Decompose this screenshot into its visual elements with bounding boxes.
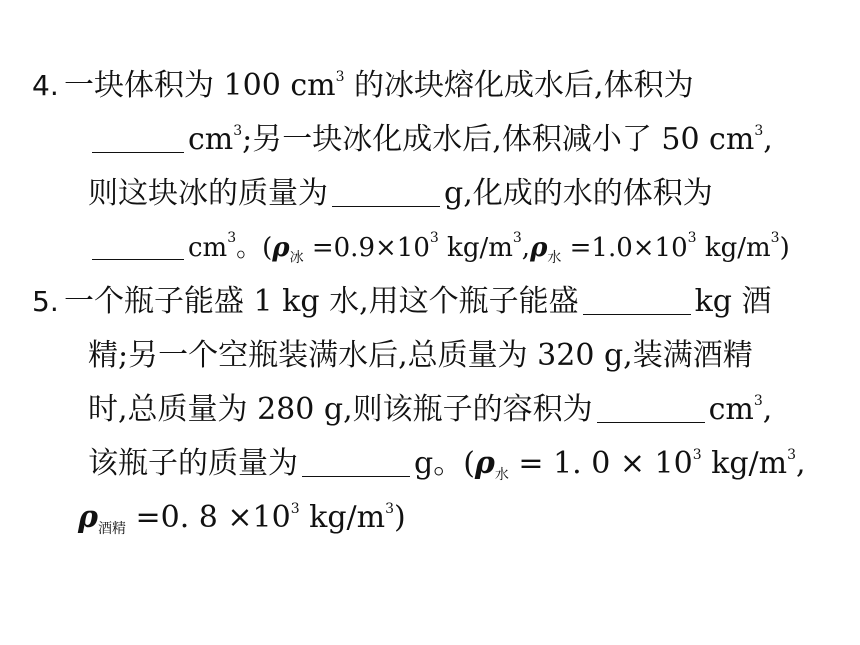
density-value: = 1. 0 × 10 xyxy=(508,446,693,481)
superscript: 3 xyxy=(787,447,797,463)
unit-text: cm xyxy=(188,233,228,263)
problem-5-text: 时,总质量为 280 g,则该瓶子的容积为 xyxy=(88,392,593,427)
rho-symbol: ρ xyxy=(474,446,495,481)
superscript: 3 xyxy=(233,123,243,139)
problem-5-line-2 xyxy=(88,336,753,376)
problem-4-text: 一块体积为 100 cm xyxy=(64,68,336,103)
problem-4-line-3 xyxy=(88,174,713,214)
answer-blank-5b[interactable] xyxy=(597,394,705,423)
subscript-water: 水 xyxy=(547,250,562,266)
rho-symbol: ρ xyxy=(272,233,290,263)
subscript-ice: 冰 xyxy=(289,250,304,266)
density-unit: kg/m xyxy=(701,446,788,481)
superscript: 3 xyxy=(429,230,439,246)
subscript-water: 水 xyxy=(494,467,509,483)
superscript: 3 xyxy=(227,230,237,246)
problem-4-text: 则这块冰的质量为 xyxy=(88,176,328,211)
superscript: 3 xyxy=(687,230,697,246)
problem-4-text: 的冰块熔化成水后,体积为 xyxy=(344,68,694,103)
rho-symbol: ρ xyxy=(78,500,98,535)
problem-4-line-1 xyxy=(32,66,694,106)
problem-5-text: kg 酒 xyxy=(694,284,772,319)
problem-4-line-4 xyxy=(88,228,790,268)
punctuation: , xyxy=(762,392,773,427)
problem-4-line-2 xyxy=(88,120,773,160)
density-unit: kg/m xyxy=(438,233,513,263)
unit-text: cm xyxy=(708,392,754,427)
superscript: 3 xyxy=(385,501,395,517)
problem-5-line-4 xyxy=(88,444,806,484)
problem-5-number: 5. xyxy=(32,285,59,318)
superscript: 3 xyxy=(754,123,764,139)
problem-4-text: ;另一块冰化成水后,体积减小了 50 cm xyxy=(242,122,755,157)
superscript: 3 xyxy=(753,393,763,409)
density-value: =1.0×10 xyxy=(561,233,688,263)
unit-text: cm xyxy=(188,122,234,157)
problem-5-line-1 xyxy=(32,282,772,322)
rho-symbol: ρ xyxy=(530,233,548,263)
answer-blank-4b[interactable] xyxy=(332,178,440,207)
problem-5-text: 精;另一个空瓶装满水后,总质量为 320 g,装满酒精 xyxy=(88,338,753,373)
superscript: 3 xyxy=(290,501,300,517)
density-unit: kg/m xyxy=(696,233,771,263)
subscript-alcohol: 酒精 xyxy=(97,521,126,537)
punctuation: , xyxy=(521,233,531,263)
answer-blank-4a[interactable] xyxy=(92,124,184,153)
superscript: 3 xyxy=(335,69,345,85)
answer-blank-5c[interactable] xyxy=(302,448,410,477)
punctuation: , xyxy=(796,446,806,481)
punctuation: ) xyxy=(779,233,790,263)
punctuation: ) xyxy=(394,500,406,535)
answer-blank-4c[interactable] xyxy=(92,231,184,260)
density-value: =0.9×10 xyxy=(303,233,430,263)
problem-5-text: 该瓶子的质量为 xyxy=(88,446,298,481)
superscript: 3 xyxy=(770,230,780,246)
answer-blank-5a[interactable] xyxy=(583,286,691,315)
problem-5-line-5 xyxy=(78,498,406,538)
density-value: =0. 8 ×10 xyxy=(125,500,291,535)
problem-5-line-3 xyxy=(88,390,772,430)
superscript: 3 xyxy=(512,230,522,246)
problem-5-text: 一个瓶子能盛 1 kg 水,用这个瓶子能盛 xyxy=(64,284,579,319)
unit-text: g。( xyxy=(414,446,475,481)
density-unit: kg/m xyxy=(299,500,386,535)
problem-4-text: g,化成的水的体积为 xyxy=(444,176,713,211)
punctuation: 。( xyxy=(236,233,273,263)
punctuation: , xyxy=(763,122,773,157)
superscript: 3 xyxy=(692,447,702,463)
problem-4-number: 4. xyxy=(32,69,59,102)
